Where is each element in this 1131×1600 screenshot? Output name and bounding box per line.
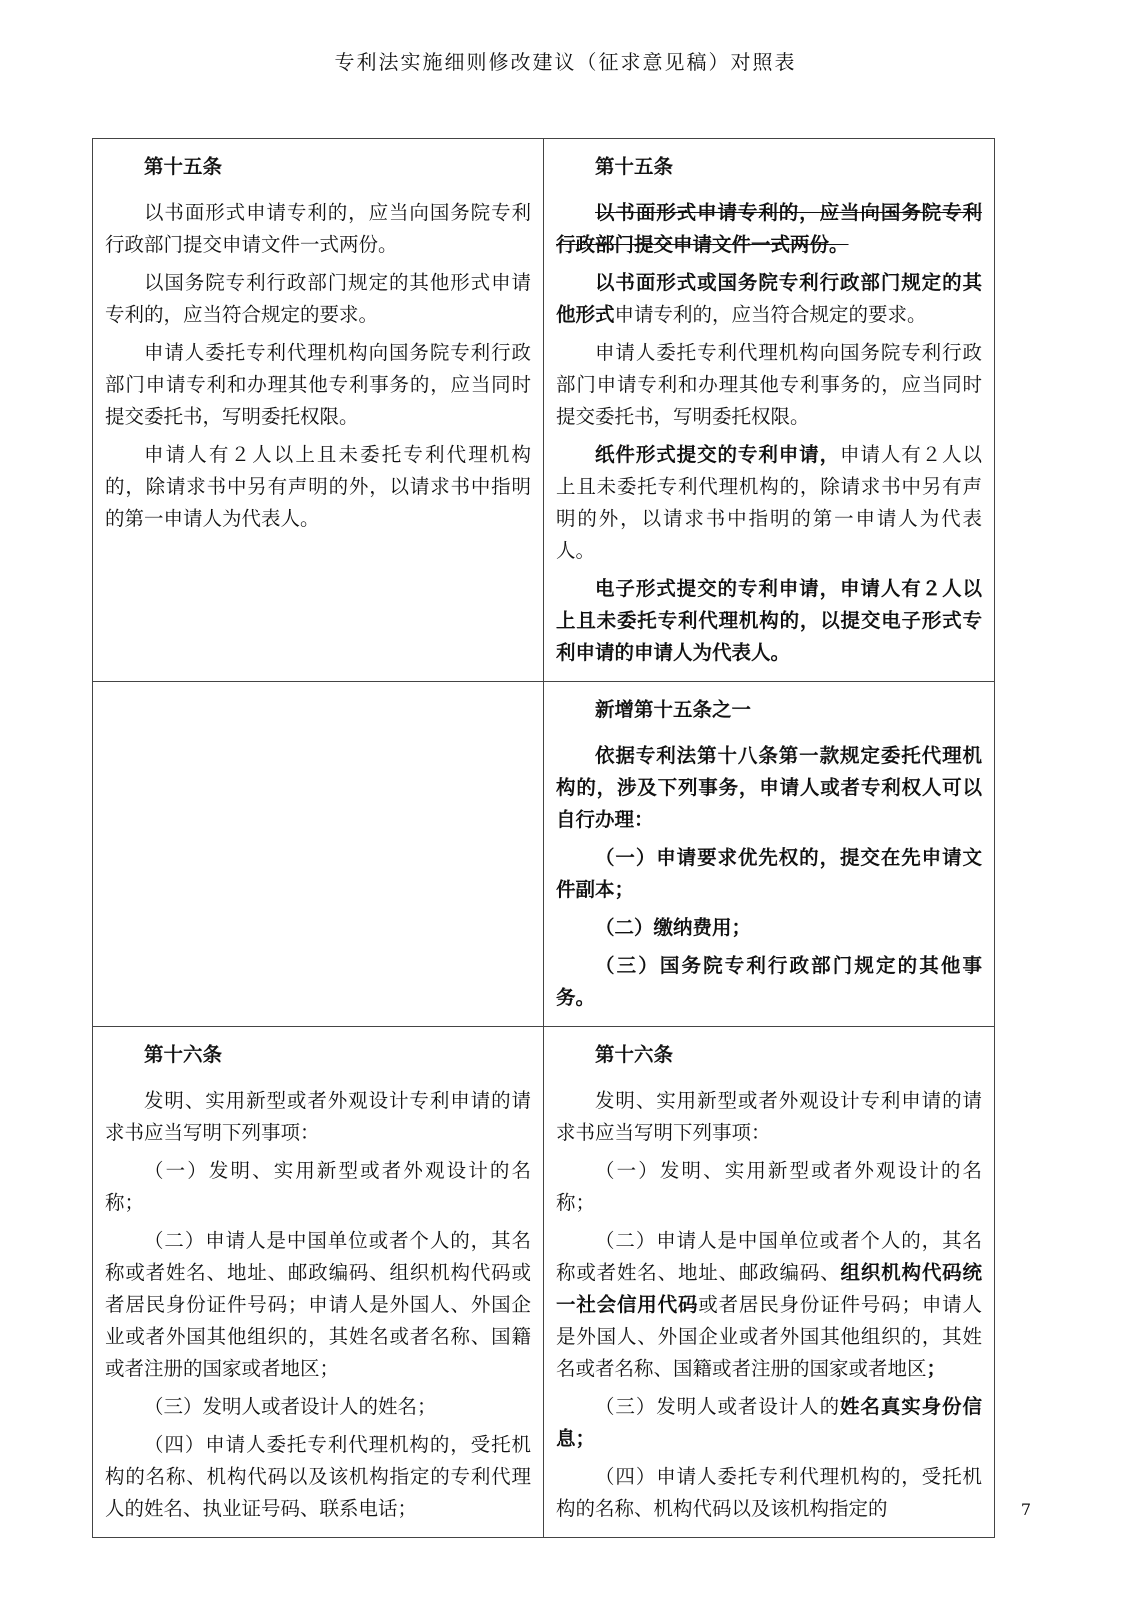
article-title: 第十六条: [144, 1043, 223, 1066]
paragraph: 以书面形式申请专利的，应当向国务院专利行政部门提交申请文件一式两份。: [105, 201, 531, 256]
paragraph-text: （二）申请人是中国单位或者个人的，其名称或者姓名、地址、邮政编码、: [556, 1229, 982, 1284]
article-title: 第十六条: [595, 1043, 674, 1066]
paragraph: 申请人委托专利代理机构向国务院专利行政部门申请专利和办理其他专利事务的，应当同时提交委托书，写明委托权限。: [105, 341, 531, 428]
paragraph: [556, 1225, 982, 1385]
paragraph-text: （三）发明人或者设计人的: [595, 1395, 840, 1418]
inserted-text: 纸件形式提交的专利申请，: [595, 443, 840, 466]
paragraph: [556, 439, 982, 567]
paragraph: 发明、实用新型或者外观设计专利申请的请求书应当写明下列事项：: [105, 1089, 531, 1144]
paragraph: [556, 197, 982, 261]
paragraph-text: 或者居民身份证件号码；申请人是外国人、外国企业或者外国其他组织的，其姓名或者名称、国籍或者注册的国家或者地区: [556, 1293, 982, 1380]
empty-cell: [93, 682, 544, 1027]
paragraph: 以国务院专利行政部门规定的其他形式申请专利的，应当符合规定的要求。: [105, 271, 531, 326]
article-title: 第十五条: [144, 155, 223, 178]
paragraph: 发明、实用新型或者外观设计专利申请的请求书应当写明下列事项：: [556, 1089, 982, 1144]
paragraph: [556, 1391, 982, 1455]
paragraph: 申请人有２人以上且未委托专利代理机构的，除请求书中另有声明的外，以请求书中指明的第一申请人为代表人。: [105, 443, 531, 530]
page-number: 7: [1020, 1500, 1031, 1519]
paragraph: 申请人委托专利代理机构向国务院专利行政部门申请专利和办理其他专利事务的，应当同时提交委托书，写明委托权限。: [556, 341, 982, 428]
paragraph-text: 申请专利的，应当符合规定的要求。: [614, 303, 927, 326]
paragraph: （四）申请人委托专利代理机构的，受托机构的名称、机构代码以及该机构指定的: [556, 1465, 982, 1520]
original-article-cell: [93, 1027, 544, 1538]
deleted-text: 以书面形式申请专利的，应当向国务院专利行政部门提交申请文件一式两份。: [556, 201, 982, 256]
article-title: 第十五条: [595, 155, 674, 178]
inserted-text: ；: [926, 1357, 947, 1380]
table-row: [93, 682, 995, 1027]
paragraph: （一）发明、实用新型或者外观设计的名称；: [556, 1159, 982, 1214]
article-title: 新增第十五条之一: [595, 698, 752, 721]
inserted-text: 以书面形式或国务院专利行政部门规定的其他形式: [556, 271, 982, 326]
original-article-cell: [93, 139, 544, 682]
revised-article-cell: [544, 682, 995, 1027]
table-row: [93, 1027, 995, 1538]
inserted-paragraph: （一）申请要求优先权的，提交在先申请文件副本；: [556, 846, 982, 901]
paragraph: （二）申请人是中国单位或者个人的，其名称或者姓名、地址、邮政编码、组织机构代码或者居民身份证件号码；申请人是外国人、外国企业或者外国其他组织的，其姓名或者名称、国籍或者注册的国家或者地区；: [105, 1229, 531, 1380]
inserted-paragraph: （三）国务院专利行政部门规定的其他事务。: [556, 954, 982, 1009]
paragraph: （一）发明、实用新型或者外观设计的名称；: [105, 1159, 531, 1214]
paragraph: （三）发明人或者设计人的姓名；: [144, 1395, 437, 1418]
inserted-paragraph: 电子形式提交的专利申请，申请人有２人以上且未委托专利代理机构的，以提交电子形式专利申请的申请人为代表人。: [556, 577, 982, 664]
table-row: [93, 139, 995, 682]
inserted-paragraph: 依据专利法第十八条第一款规定委托代理机构的，涉及下列事务，申请人或者专利权人可以自行办理：: [556, 744, 982, 831]
paragraph: （四）申请人委托专利代理机构的，受托机构的名称、机构代码以及该机构指定的专利代理人的姓名、执业证号码、联系电话；: [105, 1433, 531, 1520]
inserted-text: 组织机构代码统一社会信用代码: [556, 1261, 982, 1316]
revised-article-cell: [544, 139, 995, 682]
paragraph: [556, 267, 982, 331]
revised-article-cell: [544, 1027, 995, 1538]
inserted-text: 姓名真实身份信息；: [556, 1395, 982, 1450]
page-header: 专利法实施细则修改建议（征求意见稿）对照表: [334, 50, 797, 74]
inserted-paragraph: （二）缴纳费用；: [595, 916, 752, 939]
paragraph-text: 申请人有２人以上且未委托专利代理机构的，除请求书中另有声明的外，以请求书中指明的第一申请人为代表人。: [556, 443, 982, 562]
comparison-table: [92, 138, 995, 1538]
